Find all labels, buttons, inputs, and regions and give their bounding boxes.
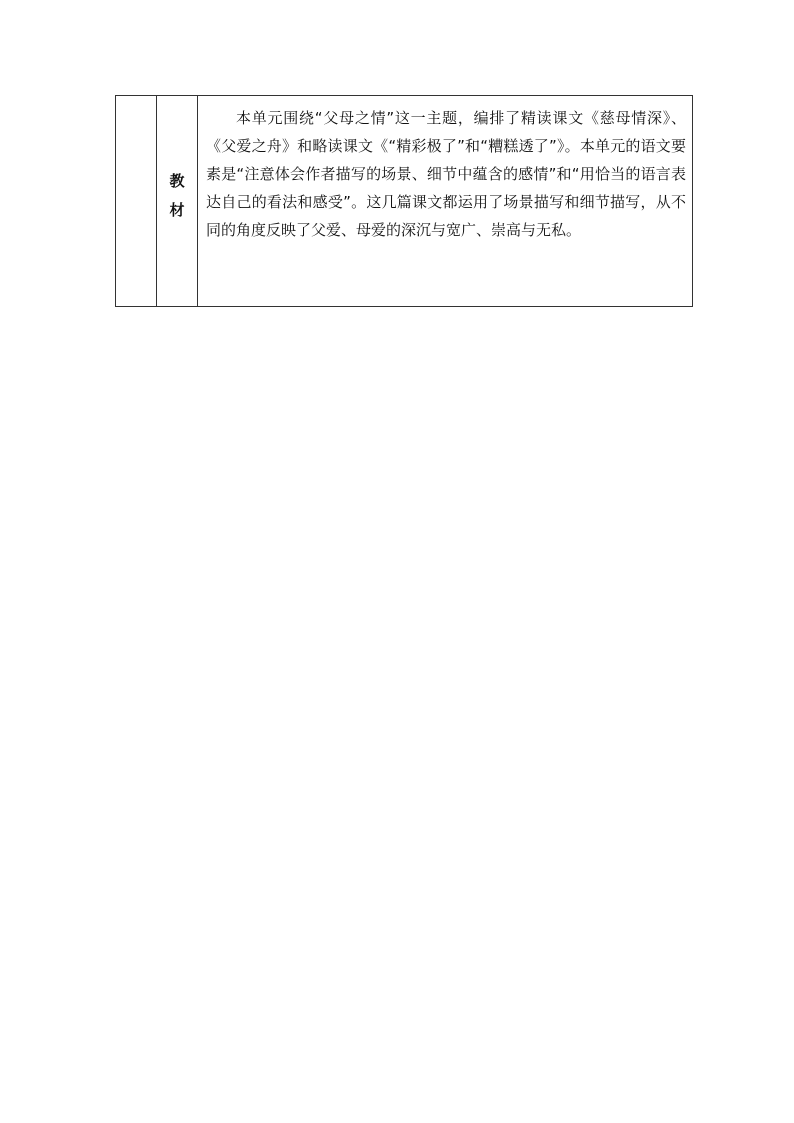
row-label: 教材 [167, 173, 186, 231]
lesson-plan-table [115, 95, 693, 307]
blank-cell [116, 96, 157, 307]
label-cell [157, 96, 198, 307]
table-row [116, 96, 693, 307]
content-cell [198, 96, 693, 307]
content-paragraph: 本单元围绕“父母之情”这一主题，编排了精读课文《慈母情深》、《父爱之舟》和略读课文《“精彩极了”和“糟糕透了”》。本单元的语文要素是“注意体会作者描写的场景、细节中蕴含的感情”和“用恰当的语言表达自己的看法和感受”。这几篇课文都运用了场景描写和细节描写，从不同的角度反映了父爱、母爱的深沉与宽广、崇高与无私。 [206, 109, 686, 239]
